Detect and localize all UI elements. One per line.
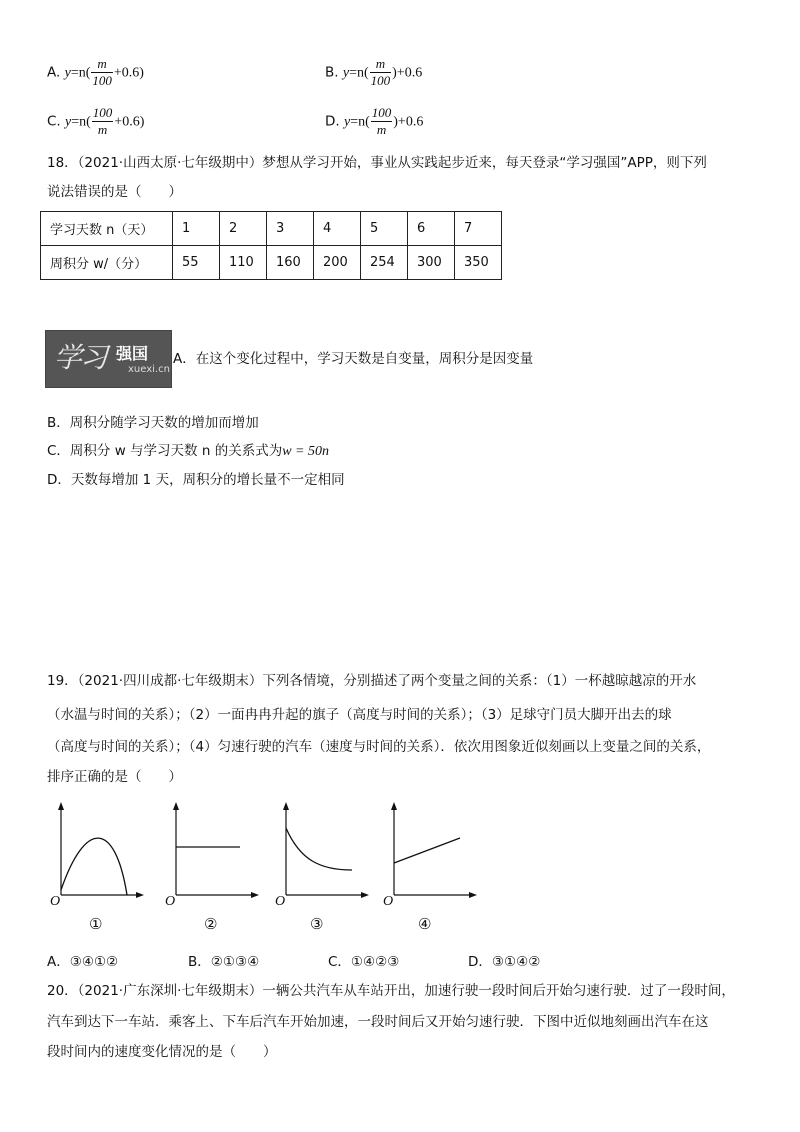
q20-stem-line2: 汽车到达下一车站．乘客上、下车后汽车开始加速，一段时间后又开始匀速行驶．下图中近似地刻画出汽车在这 (47, 1014, 709, 1030)
q17-option-c: C. y=n( $\frac{100}{m}$ +0.6) (47, 105, 145, 137)
graph-3-label: ③ (310, 915, 324, 933)
xuexi-logo (45, 330, 172, 388)
q19-option-a: A．③④①② (47, 954, 119, 970)
q19-stem-line4: 排序正确的是（ ） (47, 769, 182, 785)
q19-stem-line1: 19．（2021·四川成都·七年级期末）下列各情境，分别描述了两个变量之间的关系：（1）一杯越晾越凉的开水 (47, 673, 697, 689)
table-cell: 2 (220, 212, 267, 246)
q18-data-table (40, 211, 502, 280)
q17-option-b: B. y=n( $\frac{m}{100}$ )+0.6 (325, 56, 423, 88)
q18-stem-line1: 18．（2021·山西太原·七年级期中）梦想从学习开始，事业从实践起步近来，每天登录“学习强国”APP，则下列 (47, 155, 707, 171)
table-cell: 3 (267, 212, 314, 246)
table-cell: 110 (220, 246, 267, 280)
q18-stem-line2: 说法错误的是（ ） (47, 184, 182, 200)
q20-stem-line1: 20．（2021·广东深圳·七年级期末）一辆公共汽车从车站开出，加速行驶一段时间后开始匀速行驶．过了一段时间， (47, 983, 735, 999)
graph-4-label: ④ (418, 915, 432, 933)
table-row-days (41, 212, 502, 246)
logo-text: 强国 (116, 344, 149, 363)
q18-option-b: B．周积分随学习天数的增加而增加 (47, 415, 259, 431)
q17-option-a: A. y=n( $\frac{m}{100}$ +0.6) (47, 56, 144, 88)
graph-1-origin: O (50, 894, 61, 909)
q18-option-a: A．在这个变化过程中，学习天数是自变量，周积分是因变量 (173, 351, 534, 367)
graph-1-label: ① (89, 915, 103, 933)
q19-option-b: B．②①③④ (188, 954, 260, 970)
q19-stem-line3: （高度与时间的关系）；（4）匀速行驶的汽车（速度与时间的关系）．依次用图象近似刻画以上变量之间的关系， (47, 739, 711, 755)
table-cell: 7 (455, 212, 502, 246)
q18-option-c (47, 439, 329, 460)
table-cell: 254 (361, 246, 408, 280)
table-row-points (41, 246, 502, 280)
q19-stem-line2: （水温与时间的关系）；（2）一面冉冉升起的旗子（高度与时间的关系）；（3）足球守门员大脚开出去的球 (47, 707, 672, 723)
q17-option-d: D. y=n( $\frac{100}{m}$ )+0.6 (325, 105, 424, 137)
table-cell: 4 (314, 212, 361, 246)
graph-4-origin: O (383, 894, 394, 909)
table-cell: 6 (408, 212, 455, 246)
q20-stem-line3: 段时间内的速度变化情况的是（ ） (47, 1044, 277, 1060)
table-cell: 1 (173, 212, 220, 246)
table-header-points: 周积分 w/（分） (41, 246, 173, 280)
table-cell: 5 (361, 212, 408, 246)
graph-2-label: ② (204, 915, 218, 933)
q18-option-c-formula: w = 50n (282, 444, 329, 459)
graph-2-origin: O (165, 894, 176, 909)
table-cell: 55 (173, 246, 220, 280)
table-cell: 350 (455, 246, 502, 280)
table-cell: 300 (408, 246, 455, 280)
table-cell: 200 (314, 246, 361, 280)
logo-url: xuexi.cn (128, 364, 170, 375)
q18-option-c-text: C．周积分 w 与学习天数 n 的关系式为 (47, 443, 283, 459)
table-cell: 160 (267, 246, 314, 280)
table-header-days: 学习天数 n（天） (41, 212, 173, 246)
q18-option-d: D．天数每增加 1 天，周积分的增长量不一定相同 (47, 472, 345, 488)
logo-calligraphy: 学习 (54, 341, 107, 374)
q19-option-c: C．①④②③ (328, 954, 400, 970)
graph-3-origin: O (275, 894, 286, 909)
q19-option-d: D．③①④② (468, 954, 541, 970)
